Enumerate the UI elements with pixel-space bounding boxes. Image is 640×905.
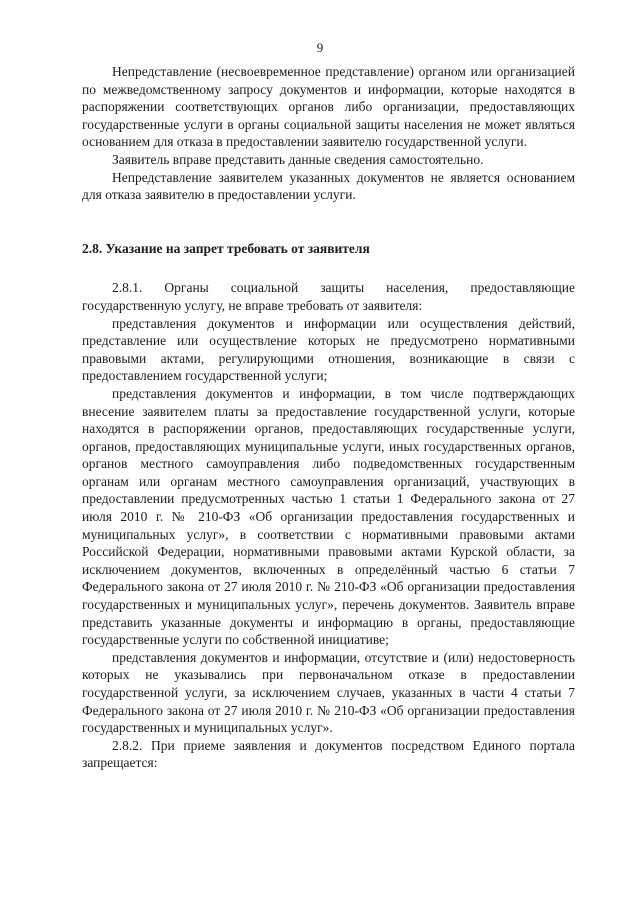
spacer (82, 204, 575, 240)
paragraph-not-grounds: Непредставление заявителем указанных документов не является основанием для отказа заявителю в предоставлении услуги. (82, 169, 575, 203)
section-heading: 2.8. Указание на запрет требовать от заявителя (82, 240, 370, 256)
spacer (82, 257, 575, 279)
paragraph-item-invalid: представления документов и информации, отсутствие и (или) недостоверность которых не указывались при первоначальном отказе в предоставлении государственной услуги, за исключением случаев, указанных в части 4 статьи 7 Федерального закона от 27 июля 2010 г. № 210-ФЗ «Об организации предоставления государственных и муниципальных услуг». (82, 649, 575, 736)
paragraph-2-8-1: 2.8.1. Органы социальной защиты населения, предоставляющие государственную услугу, не вправе требовать от заявителя: (82, 280, 575, 313)
page-number: 9 (316, 40, 324, 55)
paragraph-nonsubmission: Непредставление (несвоевременное представление) органом или организацией по межведомственному запросу документов и информации, которые находятся в распоряжении соответствующих органов либо организации, предоставляющих государственные услуги в органы социальной защиты населения не может являться основанием для отказа в предоставлении заявителю государственной услуги. (82, 64, 575, 150)
paragraph-item-actions: представления документов и информации или осуществления действий, представление или осуществление которых не предусмотрено нормативными правовыми актами, регулирующими отношения, возникающие в связи с предоставлением государственной услуги; (82, 315, 575, 384)
paragraph-applicant-right: Заявитель вправе представить данные сведения самостоятельно. (112, 151, 484, 167)
paragraph-item-documents: представления документов и информации, в том числе подтверждающих внесение заявителем платы за предоставление государственной услуги, которые находятся в распоряжении органов, предоставляющих государственные услуги, органов, предоставляющих муниципальные услуги, иных государственных органов, органов местного самоуправления либо подведомственных государственным органам или органам местного самоуправления организаций, участвующих в предоставлении предусмотренных частью 1 статьи 1 Федерального закона от 27 июля 2010 г. № 210-ФЗ «Об организации предоставления государственных и муниципальных услуг», в соответствии с нормативными правовыми актами Российской Федерации, нормативными правовыми актами Курской области, за исключением документов, включенных в определённый частью 6 статьи 7 Федерального закона от 27 июля 2010 г. № 210-ФЗ «Об организации предоставления государственных и муниципальных услуг», перечень документов. Заявитель вправе представить указанные документы и информацию в органы, предоставляющие государственные услуги по собственной инициативе; (82, 385, 575, 648)
document-body (82, 63, 575, 772)
paragraph-2-8-2: 2.8.2. При приеме заявления и документов посредством Единого портала запрещается: (82, 737, 575, 771)
